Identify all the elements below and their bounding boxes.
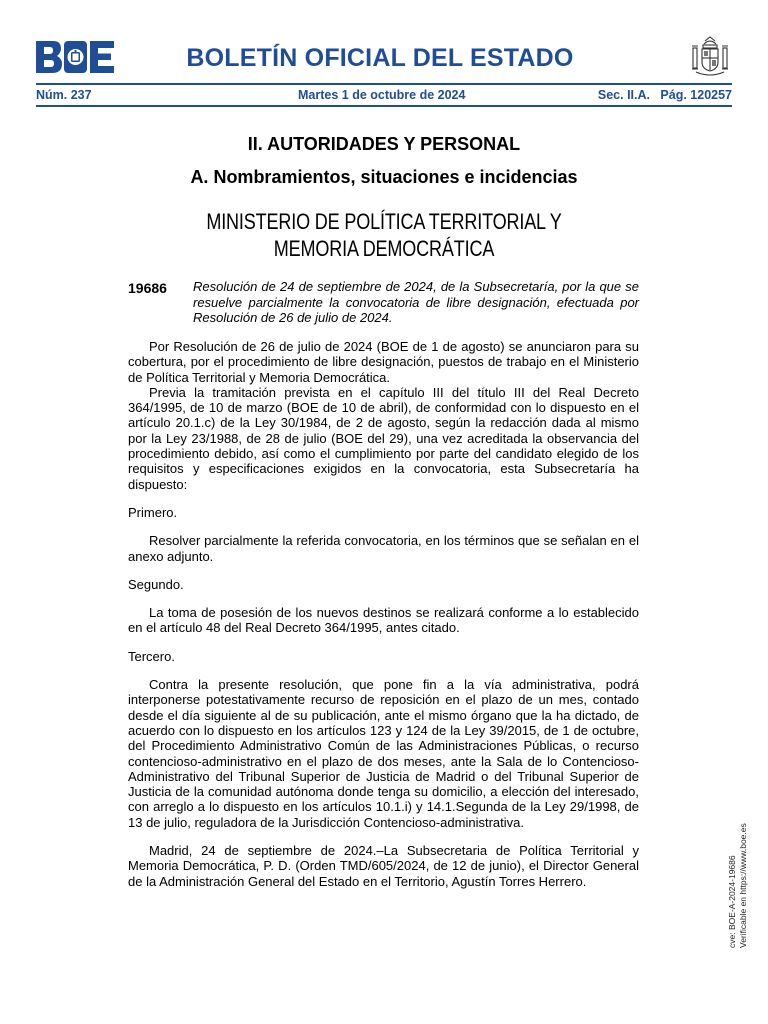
paragraph-procedure: Previa la tramitación prevista en el capítulo III del título III del Real Decreto 364/1995, de 10 de marzo (BOE de 10 de abril), de conformidad con lo dispuesto en el artículo 20.1.c) de la Ley 30/1984, de 2 de agosto, según la redacción dada al mismo por la Ley 23/1988, de 28 de julio (BOE del 29), una vez acreditada la observancia del procedimiento debido, así como el cumplimiento por parte del candidato elegido de los requisitos y especificaciones exigidos en la convocatoria, esta Subsecretaría ha dispuesto:: [128, 384, 639, 492]
heading-primero: Primero.: [128, 504, 178, 520]
paragraph-segundo: La toma de posesión de los nuevos destinos se realizará conforme a lo establecido en el artículo 48 del Real Decreto 364/1995, antes citado.: [128, 605, 639, 636]
resolution-title: Resolución de 24 de septiembre de 2024, de la Subsecretaría, por la que se resuelve parcialmente la convocatoria de libre designación, efectuada por Resolución de 26 de julio de 2024.: [193, 279, 639, 325]
gazette-title: BOLETÍN OFICIAL DEL ESTADO: [186, 44, 574, 72]
issue-number: Núm. 237: [36, 88, 92, 102]
paragraph-signature: Madrid, 24 de septiembre de 2024.–La Subsecretaria de Política Territorial y Memoria Democrática, P. D. (Orden TMD/605/2024, de 12 de junio), el Director General de la Administración General del Estado en el Territorio, Agustín Torres Herrero.: [128, 843, 639, 889]
section-subheading: A. Nombramientos, situaciones e incidencias: [190, 167, 578, 187]
paragraph-primero: Resolver parcialmente la referida convocatoria, en los términos que se señalan en el anexo adjunto.: [128, 533, 639, 564]
heading-tercero: Tercero.: [128, 648, 175, 664]
resolution-number: 19686: [128, 280, 167, 296]
document-body: [128, 339, 639, 889]
boe-logo: [36, 41, 114, 73]
ministry-heading: MINISTERIO DE POLÍTICA TERRITORIAL Y MEMORIA DEMOCRÁTICA: [206, 209, 562, 261]
issue-date: Martes 1 de octubre de 2024: [298, 88, 466, 102]
verification-link[interactable]: Verificable en https://www.boe.es: [738, 823, 748, 948]
heading-segundo: Segundo.: [128, 576, 184, 592]
coat-of-arms-icon: [690, 36, 730, 78]
header-rule-top: [36, 83, 732, 85]
cve-code: cve: BOE-A-2024-19686: [727, 855, 737, 948]
verification-sidebar: [727, 808, 757, 948]
section-heading: II. AUTORIDADES Y PERSONAL: [247, 134, 521, 154]
paragraph-tercero: Contra la presente resolución, que pone fin a la vía administrativa, podrá interponerse potestativamente recurso de reposición en el plazo de un mes, contado desde el día siguiente al de su publicación, ante el mismo órgano que la ha dictado, de acuerdo con lo dispuesto en los artículos 123 y 124 de la Ley 39/2015, de 1 de octubre, del Procedimiento Administrativo Común de las Administraciones Públicas, o recurso contencioso-administrativo en el plazo de dos meses, ante la Sala de lo Contencioso-Administrativo del Tribunal Superior de Justicia de Madrid o del Tribunal Superior de Justicia de la comunidad autónoma donde tenga su domicilio, a elección del interesado, con arreglo a lo dispuesto en los artículos 10.1.i) y 14.1.Segunda de la Ley 29/1998, de 13 de julio, reguladora de la Jurisdicción Contencioso-administrativa.: [128, 677, 639, 830]
header-rule-bottom: [36, 105, 732, 107]
section-page: Sec. II.A. Pág. 120257: [597, 88, 732, 102]
paragraph-announcement: Por Resolución de 26 de julio de 2024 (BOE de 1 de agosto) se anunciaron para su cobertura, por el procedimiento de libre designación, puestos de trabajo en el Ministerio de Política Territorial y Memoria Democrática.: [128, 339, 639, 385]
